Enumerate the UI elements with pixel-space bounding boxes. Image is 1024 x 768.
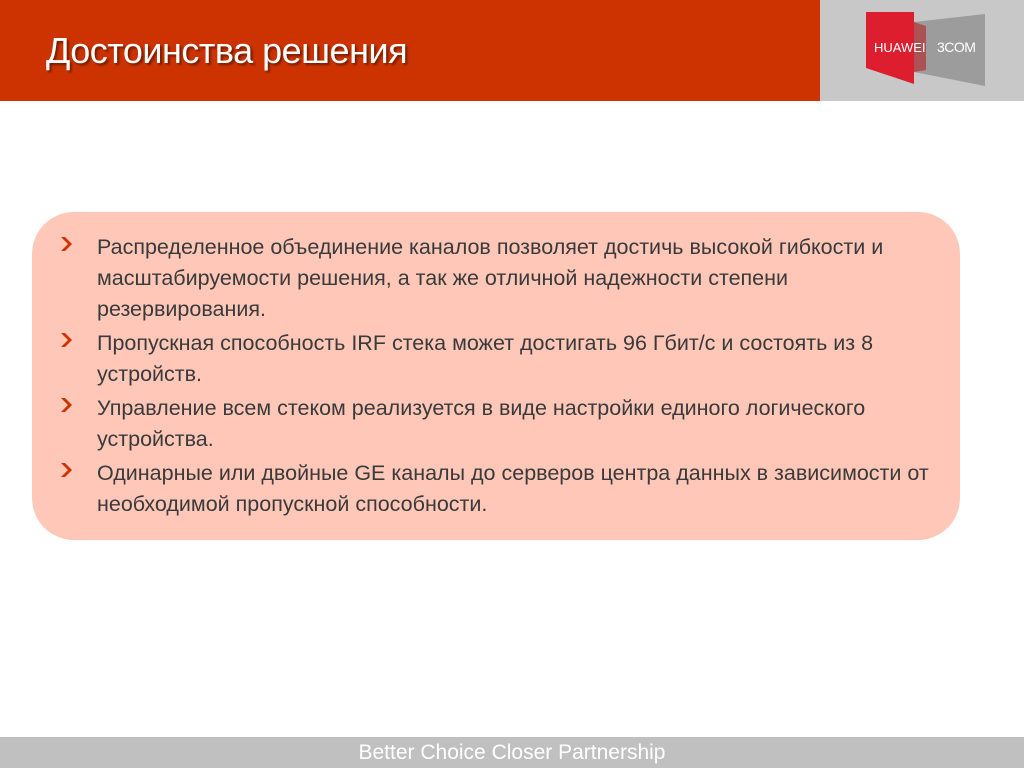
- chevron-right-icon: [59, 332, 75, 348]
- title-bar: [0, 0, 820, 101]
- list-item: [32, 328, 960, 390]
- bullet-text: Управление всем стеком реализуется в виде настройки единого логического устройства.: [97, 396, 866, 451]
- list-item: [32, 458, 960, 520]
- list-item: [32, 232, 960, 325]
- bullet-text: Распределенное объединение каналов позволяет достичь высокой гибкости и масштабируемости решения, а так же отличной надежности степени резервирования.: [97, 235, 884, 321]
- content-card: [32, 212, 960, 540]
- logo-panel: [820, 0, 1024, 101]
- huawei-3com-logo: [866, 12, 986, 86]
- bullet-text: Пропускная способность IRF стека может достигать 96 Гбит/с и состоять из 8 устройств.: [97, 331, 874, 386]
- page-title: Достоинства решения: [46, 30, 408, 71]
- svg-text:HUAWEI: HUAWEI: [874, 40, 926, 55]
- footer-tagline: Better Choice Closer Partnership: [358, 741, 666, 764]
- svg-text:3COM: 3COM: [937, 39, 976, 55]
- chevron-right-icon: [59, 236, 75, 252]
- footer-bar: [0, 737, 1024, 768]
- bullet-list: [32, 232, 960, 523]
- list-item: [32, 393, 960, 455]
- chevron-right-icon: [59, 397, 75, 413]
- bullet-text: Одинарные или двойные GE каналы до серверов центра данных в зависимости от необходимой пропускной способности.: [97, 461, 929, 516]
- chevron-right-icon: [59, 462, 75, 478]
